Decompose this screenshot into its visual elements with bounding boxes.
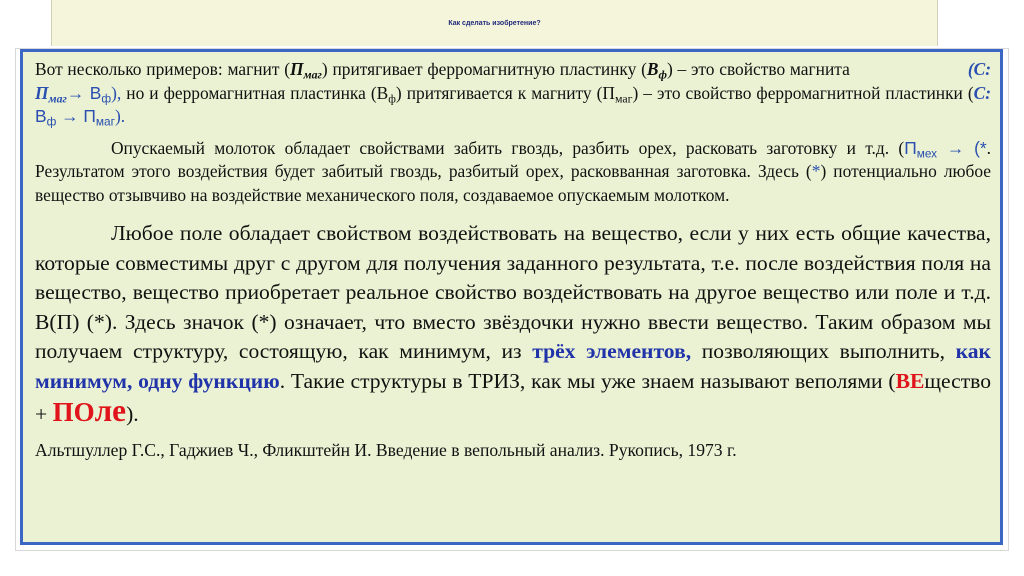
paragraph-field-definition — [35, 219, 991, 430]
content-box — [20, 49, 1003, 545]
formula-part: П — [904, 137, 917, 158]
subscript: маг — [614, 90, 633, 105]
formula-part: ), — [111, 82, 122, 103]
formula-part: (С: — [967, 59, 991, 79]
highlight-ve: ВЕ — [895, 368, 925, 393]
text: ). — [126, 402, 139, 426]
subscript: ф — [388, 90, 396, 105]
symbol-field: П — [289, 59, 304, 79]
text: . Результатом этого воздействия будет забитый гвоздь, разбитый орех, расковванная заготовка. Здесь ( — [35, 137, 991, 181]
text: ) – это свойство ферромагнитной пластинки ( — [632, 82, 974, 103]
formula-part: П — [35, 82, 49, 103]
formula-part: ). — [114, 106, 126, 126]
formula-part: → П — [56, 106, 96, 126]
text: ) – это свойство магнита — [666, 59, 850, 79]
formula-part: → (* — [937, 137, 987, 158]
subscript: ф — [658, 67, 667, 82]
text: ) притягивается к магниту (П — [395, 82, 615, 103]
text: Опускаемый молоток обладает свойствами забить гвоздь, разбить орех, расковать заготовку и т.д. ( — [111, 137, 905, 158]
formula-part: ф — [46, 114, 57, 129]
formula-part: маг — [48, 90, 67, 105]
formula-part: С: — [973, 82, 991, 103]
formula-part: мех — [916, 145, 938, 160]
slide-title: Как сделать изобретение? — [448, 19, 541, 27]
reference-citation: Альтшуллер Г.С., Гаджиев Ч., Фликштейн И. Введение в вепольный анализ. Рукопись, 1973 г. — [35, 439, 737, 460]
highlight-po: ПО — [52, 397, 95, 427]
text: ) притягивает ферромагнитную пластинку ( — [321, 59, 647, 79]
formula-part: ф — [101, 90, 112, 105]
text: но и ферромагнитная пластинка (В — [121, 82, 389, 103]
subscript: маг — [303, 67, 322, 82]
formula-part: маг — [95, 114, 115, 129]
paragraph-magnet-example — [35, 58, 991, 129]
symbol-substance: В — [646, 59, 659, 79]
star-symbol: * — [811, 161, 821, 181]
text: ) потенциально любое вещество отзывчиво на воздействие механического поля, создаваемое опускаемым молотком. — [35, 161, 991, 205]
text: . Такие структуры в ТРИЗ, как мы уже знаем называют веполями ( — [279, 368, 896, 393]
text: позволяющих выполнить, — [691, 339, 956, 363]
highlight-three-elements: трёх элементов, — [532, 339, 692, 363]
formula-hammer — [904, 138, 986, 158]
paragraph-hammer-example — [35, 137, 991, 208]
text: Любое поле обладает свойством воздействовать на вещество, если у них есть общие качества, которые совместимы друг с другом для получения заданного результата, т.е. после воздействия поля на вещество, вещество приобретает реальное свойство воздействовать на другое вещество или поле и т.д. В(П) (*). Здесь значок (*) означает, что вместо звёздочки нужно ввести вещество. Таким образом мы получаем структуру, состоящую, как минимум, из — [35, 221, 991, 363]
highlight-le: ле — [94, 393, 127, 428]
formula-part: В — [35, 106, 47, 126]
highlight-one-function: как минимум, одну функцию — [35, 339, 991, 393]
text: Вот несколько примеров: магнит ( — [35, 59, 290, 79]
text: щество + — [35, 368, 991, 426]
slide-title-bar — [51, 0, 938, 46]
formula-part: → В — [66, 82, 102, 103]
